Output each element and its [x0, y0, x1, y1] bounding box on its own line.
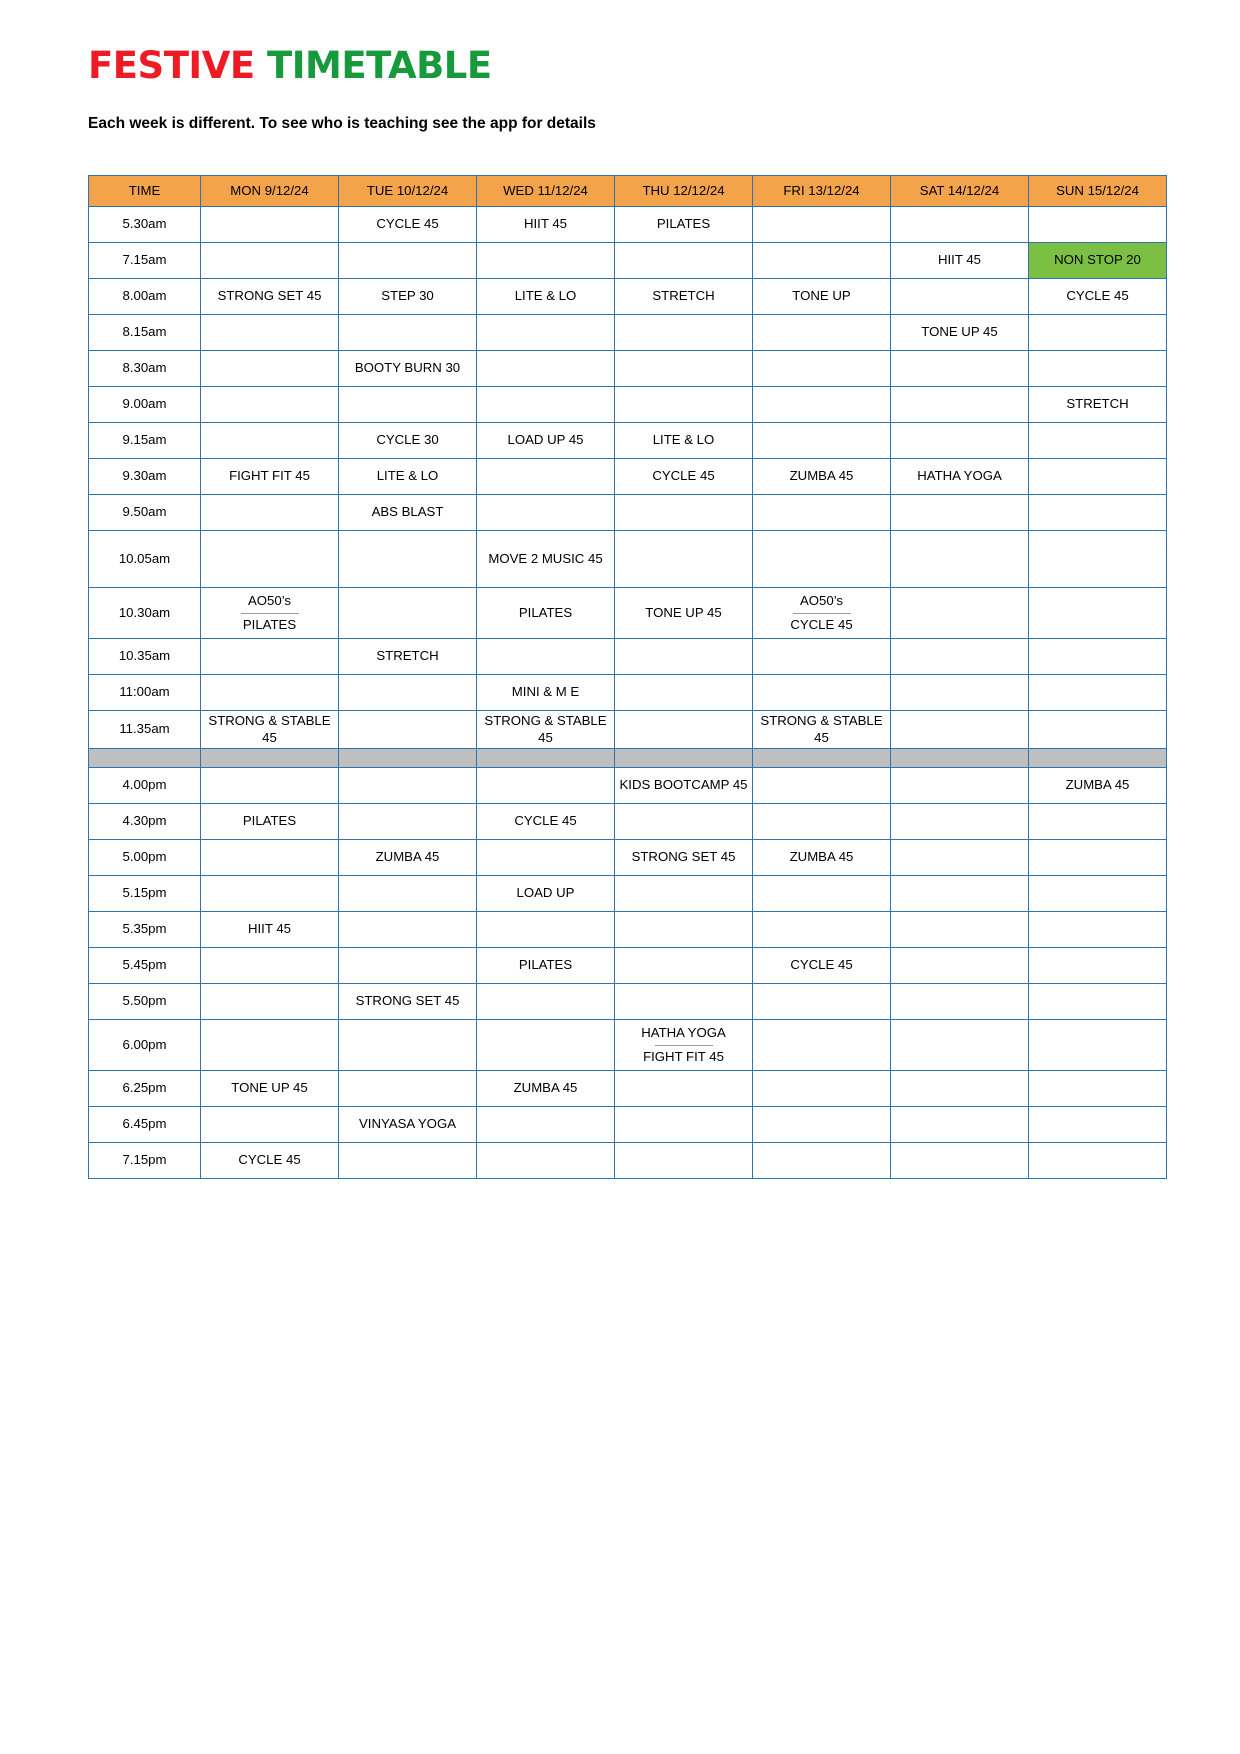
- class-cell: [753, 1071, 891, 1107]
- class-cell: [1029, 315, 1167, 351]
- class-cell: [339, 588, 477, 639]
- class-cell: [1029, 804, 1167, 840]
- class-cell: STRETCH: [615, 279, 753, 315]
- class-cell: PILATES: [477, 948, 615, 984]
- class-cell: STRONG & STABLE 45: [201, 711, 339, 749]
- class-cell: [753, 1020, 891, 1071]
- class-cell: STRONG SET 45: [201, 279, 339, 315]
- class-cell: [753, 351, 891, 387]
- class-cell: VINYASA YOGA: [339, 1107, 477, 1143]
- class-cell: [201, 588, 339, 639]
- class-cell: [339, 531, 477, 588]
- class-cell: STRONG & STABLE 45: [753, 711, 891, 749]
- class-cell: [477, 768, 615, 804]
- table-row: [89, 675, 1167, 711]
- class-cell: [477, 459, 615, 495]
- class-cell: ZUMBA 45: [1029, 768, 1167, 804]
- class-cell: KIDS BOOTCAMP 45: [615, 768, 753, 804]
- time-cell: 5.15pm: [89, 876, 201, 912]
- time-cell: 7.15pm: [89, 1143, 201, 1179]
- time-cell: 10.35am: [89, 639, 201, 675]
- class-cell: [891, 984, 1029, 1020]
- class-cell: [1029, 639, 1167, 675]
- table-row: [89, 315, 1167, 351]
- class-cell: [615, 912, 753, 948]
- class-cell: [615, 876, 753, 912]
- class-cell: [615, 495, 753, 531]
- class-cell: [615, 984, 753, 1020]
- separator-cell: [753, 749, 891, 768]
- class-cell: STRETCH: [1029, 387, 1167, 423]
- table-row: [89, 711, 1167, 749]
- time-cell: 5.35pm: [89, 912, 201, 948]
- time-cell: 4.00pm: [89, 768, 201, 804]
- time-cell: 5.50pm: [89, 984, 201, 1020]
- class-cell: PILATES: [201, 804, 339, 840]
- class-cell: [201, 948, 339, 984]
- class-cell: [753, 675, 891, 711]
- class-cell: [891, 711, 1029, 749]
- class-cell: [615, 1020, 753, 1071]
- class-cell: [891, 531, 1029, 588]
- cell-divider: [241, 613, 299, 614]
- class-cell: LITE & LO: [339, 459, 477, 495]
- class-cell: [615, 1071, 753, 1107]
- separator-cell: [615, 749, 753, 768]
- title-festive: FESTIVE: [88, 44, 267, 87]
- class-cell: LITE & LO: [615, 423, 753, 459]
- class-cell: [615, 675, 753, 711]
- class-cell: CYCLE 45: [615, 459, 753, 495]
- class-cell: [1029, 840, 1167, 876]
- class-cell: [891, 1143, 1029, 1179]
- class-cell: [201, 1107, 339, 1143]
- separator-cell: [201, 749, 339, 768]
- class-label: PILATES: [242, 616, 297, 632]
- class-cell: [477, 387, 615, 423]
- class-cell: MOVE 2 MUSIC 45: [477, 531, 615, 588]
- class-cell: [753, 207, 891, 243]
- class-cell: [201, 531, 339, 588]
- class-cell: [1029, 459, 1167, 495]
- time-cell: 11.35am: [89, 711, 201, 749]
- class-cell: CYCLE 45: [753, 948, 891, 984]
- class-cell: [1029, 588, 1167, 639]
- class-cell: [891, 495, 1029, 531]
- column-header-day: SUN 15/12/24: [1029, 176, 1167, 207]
- class-cell: NON STOP 20: [1029, 243, 1167, 279]
- class-cell: HATHA YOGA: [891, 459, 1029, 495]
- class-cell: [891, 768, 1029, 804]
- class-cell: [201, 387, 339, 423]
- class-cell: [891, 1107, 1029, 1143]
- time-cell: 6.00pm: [89, 1020, 201, 1071]
- section-separator-row: [89, 749, 1167, 768]
- class-cell: [201, 675, 339, 711]
- table-row: [89, 1143, 1167, 1179]
- class-cell: [201, 1020, 339, 1071]
- class-cell: [891, 876, 1029, 912]
- class-cell: [753, 243, 891, 279]
- class-cell: [891, 912, 1029, 948]
- class-cell: [753, 876, 891, 912]
- class-cell: TONE UP 45: [891, 315, 1029, 351]
- class-cell: STEP 30: [339, 279, 477, 315]
- class-cell: [477, 315, 615, 351]
- time-cell: 8.30am: [89, 351, 201, 387]
- class-cell: [753, 984, 891, 1020]
- class-cell: [615, 804, 753, 840]
- class-cell: ZUMBA 45: [753, 459, 891, 495]
- class-cell: [1029, 1143, 1167, 1179]
- class-cell: [891, 804, 1029, 840]
- class-cell: [891, 387, 1029, 423]
- class-cell: HIIT 45: [201, 912, 339, 948]
- class-cell: [1029, 351, 1167, 387]
- table-row: [89, 495, 1167, 531]
- class-cell: [615, 639, 753, 675]
- time-cell: 8.15am: [89, 315, 201, 351]
- class-cell: [891, 588, 1029, 639]
- page-title: [88, 44, 1168, 87]
- column-header-day: TUE 10/12/24: [339, 176, 477, 207]
- class-cell: [339, 768, 477, 804]
- class-cell: [477, 984, 615, 1020]
- class-cell: [1029, 876, 1167, 912]
- class-cell: [753, 1143, 891, 1179]
- time-cell: 5.45pm: [89, 948, 201, 984]
- class-cell: [753, 639, 891, 675]
- class-cell: [1029, 1020, 1167, 1071]
- class-cell: [477, 912, 615, 948]
- class-cell: [1029, 1107, 1167, 1143]
- class-cell: [477, 840, 615, 876]
- separator-cell: [339, 749, 477, 768]
- class-cell: [477, 1143, 615, 1179]
- class-cell: [339, 1143, 477, 1179]
- class-cell: [753, 804, 891, 840]
- table-row: [89, 588, 1167, 639]
- class-cell: [615, 1107, 753, 1143]
- class-cell: [1029, 711, 1167, 749]
- class-cell: [201, 768, 339, 804]
- class-cell: CYCLE 45: [201, 1143, 339, 1179]
- class-cell: [615, 243, 753, 279]
- class-cell: STRONG SET 45: [615, 840, 753, 876]
- table-row: [89, 351, 1167, 387]
- class-cell: CYCLE 30: [339, 423, 477, 459]
- class-label: AO50’s: [247, 593, 291, 608]
- class-cell: [753, 1107, 891, 1143]
- class-cell: [1029, 423, 1167, 459]
- class-cell: ABS BLAST: [339, 495, 477, 531]
- class-cell: [477, 243, 615, 279]
- class-cell: [615, 351, 753, 387]
- class-cell: [339, 1020, 477, 1071]
- class-label: HATHA YOGA: [641, 1025, 726, 1040]
- class-cell: [891, 351, 1029, 387]
- time-cell: 10.05am: [89, 531, 201, 588]
- class-cell: ZUMBA 45: [339, 840, 477, 876]
- class-cell: [339, 948, 477, 984]
- column-header-time: TIME: [89, 176, 201, 207]
- class-cell: MINI & M E: [477, 675, 615, 711]
- table-row: [89, 243, 1167, 279]
- class-cell: [891, 948, 1029, 984]
- time-cell: 6.45pm: [89, 1107, 201, 1143]
- header-row: [89, 176, 1167, 207]
- class-cell: [615, 387, 753, 423]
- class-cell: [339, 315, 477, 351]
- class-cell: [753, 531, 891, 588]
- table-row: [89, 948, 1167, 984]
- class-cell: STRETCH: [339, 639, 477, 675]
- class-cell: [891, 207, 1029, 243]
- class-cell: [477, 639, 615, 675]
- class-cell: [339, 804, 477, 840]
- class-cell: CYCLE 45: [477, 804, 615, 840]
- class-cell: [1029, 495, 1167, 531]
- time-cell: 9.30am: [89, 459, 201, 495]
- time-cell: 9.50am: [89, 495, 201, 531]
- time-cell: 9.15am: [89, 423, 201, 459]
- separator-cell: [89, 749, 201, 768]
- table-row: [89, 423, 1167, 459]
- column-header-day: MON 9/12/24: [201, 176, 339, 207]
- time-cell: 8.00am: [89, 279, 201, 315]
- class-cell: TONE UP 45: [201, 1071, 339, 1107]
- table-row: [89, 912, 1167, 948]
- class-cell: [339, 1071, 477, 1107]
- time-cell: 5.00pm: [89, 840, 201, 876]
- class-cell: [753, 912, 891, 948]
- title-timetable: TIMETABLE: [267, 44, 492, 87]
- class-cell: TONE UP: [753, 279, 891, 315]
- time-cell: 6.25pm: [89, 1071, 201, 1107]
- table-row: [89, 840, 1167, 876]
- split-class-cell: [204, 593, 335, 633]
- class-cell: [1029, 207, 1167, 243]
- time-cell: 11:00am: [89, 675, 201, 711]
- table-row: [89, 1107, 1167, 1143]
- column-header-day: WED 11/12/24: [477, 176, 615, 207]
- class-cell: [753, 588, 891, 639]
- separator-cell: [1029, 749, 1167, 768]
- class-cell: [1029, 675, 1167, 711]
- class-cell: PILATES: [477, 588, 615, 639]
- class-cell: [891, 1020, 1029, 1071]
- class-cell: LITE & LO: [477, 279, 615, 315]
- class-cell: [477, 1020, 615, 1071]
- class-cell: [339, 387, 477, 423]
- class-cell: LOAD UP 45: [477, 423, 615, 459]
- separator-cell: [891, 749, 1029, 768]
- class-label: CYCLE 45: [790, 616, 853, 632]
- class-cell: STRONG SET 45: [339, 984, 477, 1020]
- column-header-day: SAT 14/12/24: [891, 176, 1029, 207]
- class-cell: FIGHT FIT 45: [201, 459, 339, 495]
- class-cell: [339, 675, 477, 711]
- class-cell: [201, 423, 339, 459]
- class-cell: ZUMBA 45: [477, 1071, 615, 1107]
- table-row: [89, 639, 1167, 675]
- cell-divider: [793, 613, 851, 614]
- class-cell: [201, 495, 339, 531]
- class-cell: CYCLE 45: [339, 207, 477, 243]
- class-cell: [477, 351, 615, 387]
- page-subtitle: Each week is different. To see who is teaching see the app for details: [88, 115, 596, 132]
- time-cell: 10.30am: [89, 588, 201, 639]
- class-cell: [891, 1071, 1029, 1107]
- column-header-day: THU 12/12/24: [615, 176, 753, 207]
- class-label: AO50’s: [799, 593, 843, 608]
- class-cell: LOAD UP: [477, 876, 615, 912]
- class-cell: [339, 243, 477, 279]
- timetable-header: [89, 176, 1167, 207]
- table-row: [89, 279, 1167, 315]
- class-cell: BOOTY BURN 30: [339, 351, 477, 387]
- class-cell: [339, 711, 477, 749]
- class-cell: [477, 495, 615, 531]
- table-row: [89, 459, 1167, 495]
- class-cell: [201, 876, 339, 912]
- table-row: [89, 531, 1167, 588]
- class-cell: [201, 840, 339, 876]
- class-cell: [201, 984, 339, 1020]
- class-cell: [753, 495, 891, 531]
- column-header-day: FRI 13/12/24: [753, 176, 891, 207]
- time-cell: 7.15am: [89, 243, 201, 279]
- class-label: FIGHT FIT 45: [643, 1048, 724, 1064]
- table-row: [89, 984, 1167, 1020]
- class-cell: [201, 207, 339, 243]
- split-class-cell: [756, 593, 887, 633]
- class-cell: [201, 639, 339, 675]
- class-cell: [891, 840, 1029, 876]
- table-row: [89, 876, 1167, 912]
- table-row: [89, 387, 1167, 423]
- time-cell: 4.30pm: [89, 804, 201, 840]
- timetable-body: [89, 207, 1167, 1179]
- class-cell: [753, 315, 891, 351]
- table-row: [89, 1071, 1167, 1107]
- class-cell: [891, 639, 1029, 675]
- class-cell: [753, 387, 891, 423]
- class-cell: [477, 1107, 615, 1143]
- class-cell: [339, 876, 477, 912]
- class-cell: [1029, 984, 1167, 1020]
- class-cell: PILATES: [615, 207, 753, 243]
- class-cell: [891, 675, 1029, 711]
- class-cell: STRONG & STABLE 45: [477, 711, 615, 749]
- class-cell: ZUMBA 45: [753, 840, 891, 876]
- class-cell: CYCLE 45: [1029, 279, 1167, 315]
- class-cell: [615, 531, 753, 588]
- class-cell: HIIT 45: [891, 243, 1029, 279]
- class-cell: [753, 423, 891, 459]
- class-cell: [891, 423, 1029, 459]
- split-class-cell: [618, 1025, 749, 1065]
- time-cell: 9.00am: [89, 387, 201, 423]
- class-cell: [1029, 531, 1167, 588]
- class-cell: [615, 948, 753, 984]
- class-cell: [615, 1143, 753, 1179]
- class-cell: TONE UP 45: [615, 588, 753, 639]
- table-row: [89, 768, 1167, 804]
- table-row: [89, 1020, 1167, 1071]
- class-cell: [201, 351, 339, 387]
- class-cell: [1029, 1071, 1167, 1107]
- class-cell: [615, 711, 753, 749]
- class-cell: [1029, 948, 1167, 984]
- class-cell: HIIT 45: [477, 207, 615, 243]
- class-cell: [753, 768, 891, 804]
- class-cell: [615, 315, 753, 351]
- class-cell: [201, 315, 339, 351]
- time-cell: 5.30am: [89, 207, 201, 243]
- class-cell: [891, 279, 1029, 315]
- table-row: [89, 804, 1167, 840]
- class-cell: [201, 243, 339, 279]
- class-cell: [1029, 912, 1167, 948]
- table-row: [89, 207, 1167, 243]
- timetable: [88, 175, 1167, 1179]
- cell-divider: [655, 1045, 713, 1046]
- separator-cell: [477, 749, 615, 768]
- class-cell: [339, 912, 477, 948]
